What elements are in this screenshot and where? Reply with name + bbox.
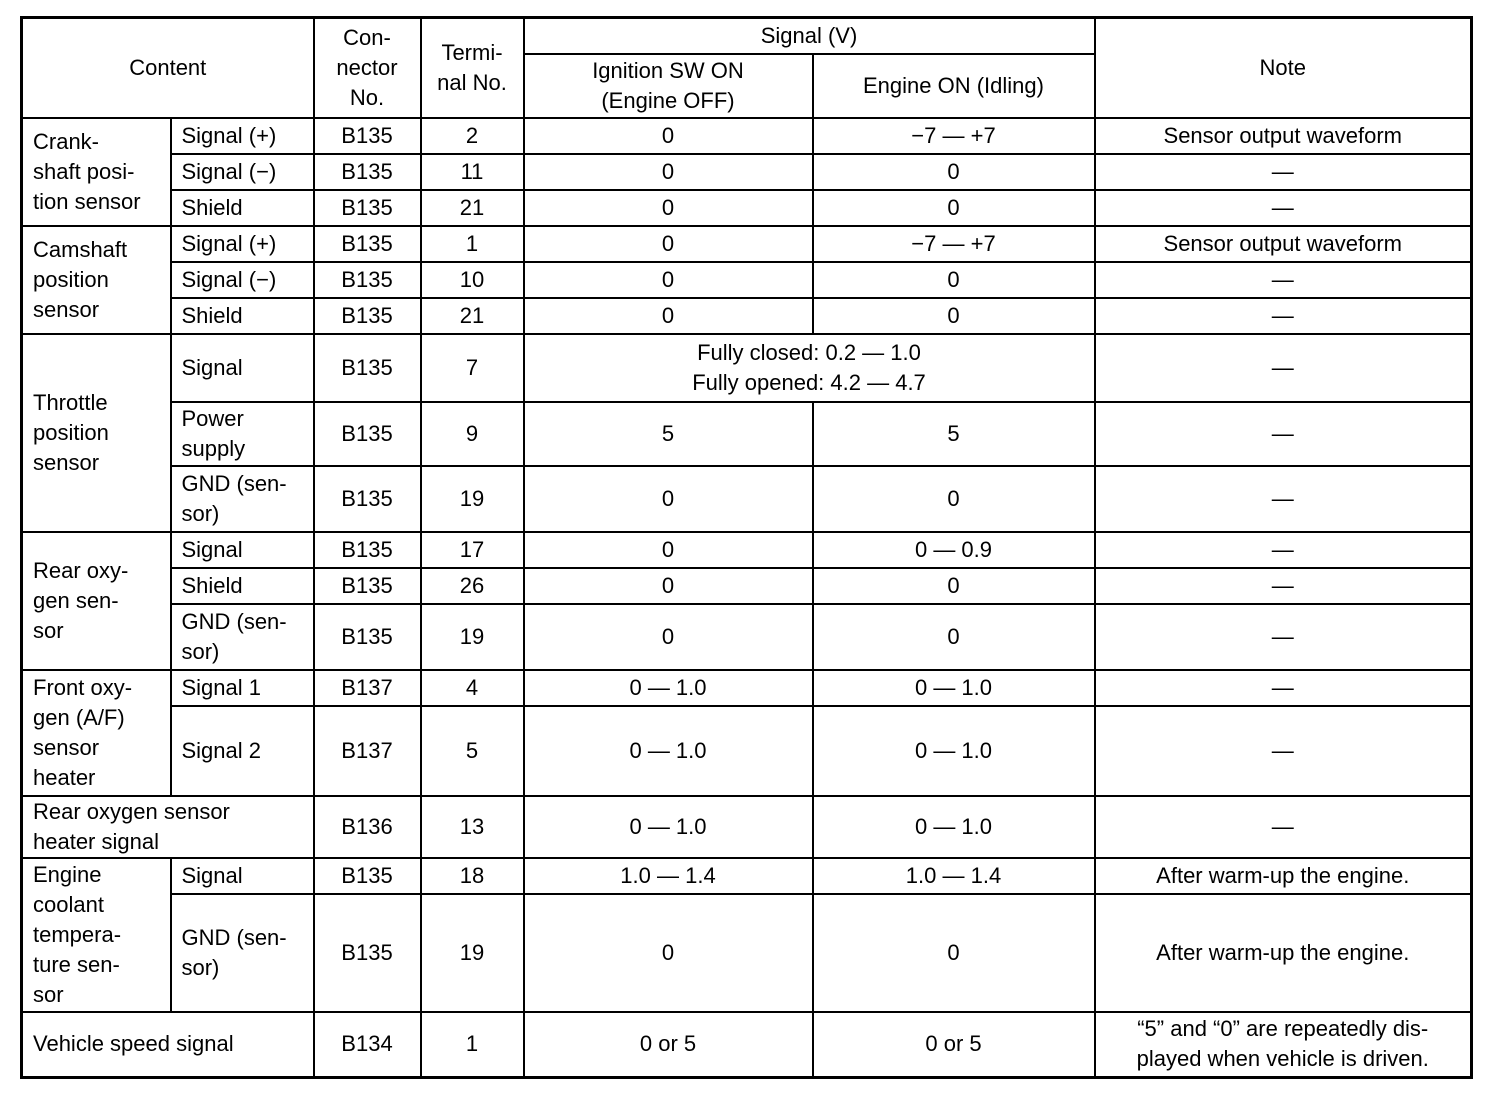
row-note: — [1095,298,1472,334]
row-ignition-value: 0 [524,190,813,226]
row-connector: B135 [314,604,421,670]
row-terminal: 17 [421,532,524,568]
table-row [22,796,1472,858]
row-sub-label: GND (sen- sor) [171,894,314,1012]
row-connector: B137 [314,706,421,796]
header-signal-group: Signal (V) [524,18,1095,54]
row-connector: B134 [314,1012,421,1078]
row-note: — [1095,706,1472,796]
row-connector: B135 [314,466,421,532]
table-row [22,154,1472,190]
row-terminal: 19 [421,604,524,670]
row-note: — [1095,568,1472,604]
table-row [22,334,1472,402]
group-front-oxygen-heater: Front oxy- gen (A/F) sensor heater [22,670,171,796]
row-terminal: 5 [421,706,524,796]
row-engine-value: 0 [813,298,1095,334]
row-engine-value: 0 [813,190,1095,226]
row-terminal: 21 [421,298,524,334]
row-connector: B135 [314,226,421,262]
row-sub-label: Signal [171,858,314,894]
row-connector: B135 [314,298,421,334]
row-engine-value: 0 — 0.9 [813,532,1095,568]
row-terminal: 1 [421,226,524,262]
table-row [22,894,1472,1012]
table-row [22,402,1472,466]
row-note: — [1095,154,1472,190]
row-terminal: 18 [421,858,524,894]
row-connector: B135 [314,568,421,604]
group-crankshaft-sensor: Crank- shaft posi- tion sensor [22,118,171,226]
row-engine-value: 0 — 1.0 [813,670,1095,706]
row-connector: B135 [314,334,421,402]
row-note: — [1095,796,1472,858]
row-ignition-value: 0 [524,466,813,532]
row-terminal: 26 [421,568,524,604]
row-ignition-value: 0 [524,118,813,154]
table-row [22,466,1472,532]
row-terminal: 1 [421,1012,524,1078]
row-engine-value: 0 [813,262,1095,298]
table-row [22,670,1472,706]
row-engine-value: −7 — +7 [813,118,1095,154]
row-note: — [1095,466,1472,532]
row-sub-label: Signal (−) [171,154,314,190]
row-note: — [1095,670,1472,706]
table-row [22,298,1472,334]
row-ignition-value: 0 — 1.0 [524,670,813,706]
table-row [22,190,1472,226]
row-connector: B135 [314,118,421,154]
row-ignition-value: 0 [524,604,813,670]
row-note: “5” and “0” are repeatedly dis- played when vehicle is driven. [1095,1012,1472,1078]
row-connector: B135 [314,262,421,298]
row-ignition-value: 1.0 — 1.4 [524,858,813,894]
table-row [22,532,1472,568]
group-camshaft-sensor: Camshaft position sensor [22,226,171,334]
row-sub-label: Shield [171,298,314,334]
table-row [22,858,1472,894]
group-engine-coolant-sensor: Engine coolant tempera- ture sen- sor [22,858,171,1012]
row-note: After warm-up the engine. [1095,858,1472,894]
row-note: After warm-up the engine. [1095,894,1472,1012]
row-ignition-value: 0 [524,154,813,190]
row-sub-label: GND (sen- sor) [171,604,314,670]
row-terminal: 2 [421,118,524,154]
table-row [22,226,1472,262]
row-sub-label: Signal (−) [171,262,314,298]
row-ignition-value: 5 [524,402,813,466]
table-row [22,568,1472,604]
row-sub-label: Shield [171,190,314,226]
header-content: Content [22,18,314,118]
row-connector: B135 [314,858,421,894]
group-rear-oxygen-sensor: Rear oxy- gen sen- sor [22,532,171,670]
header-terminal: Termi- nal No. [421,18,524,118]
row-terminal: 13 [421,796,524,858]
row-ignition-value: 0 — 1.0 [524,796,813,858]
row-engine-value: −7 — +7 [813,226,1095,262]
row-note: — [1095,262,1472,298]
group-throttle-sensor: Throttle position sensor [22,334,171,532]
row-terminal: 7 [421,334,524,402]
row-connector: B135 [314,532,421,568]
row-note: — [1095,334,1472,402]
header-engine-on: Engine ON (Idling) [813,54,1095,118]
table-row [22,604,1472,670]
row-sub-label: Signal 1 [171,670,314,706]
row-terminal: 19 [421,894,524,1012]
row-engine-value: 1.0 — 1.4 [813,858,1095,894]
row-terminal: 4 [421,670,524,706]
row-engine-value: 0 [813,604,1095,670]
row-connector: B137 [314,670,421,706]
row-note: — [1095,604,1472,670]
table-row [22,118,1472,154]
row-terminal: 9 [421,402,524,466]
row-terminal: 21 [421,190,524,226]
row-connector: B135 [314,154,421,190]
row-note: Sensor output waveform [1095,118,1472,154]
row-ignition-value: 0 [524,262,813,298]
row-ignition-value: 0 [524,532,813,568]
row-engine-value: 0 [813,568,1095,604]
row-engine-value: 0 — 1.0 [813,796,1095,858]
row-engine-value: 5 [813,402,1095,466]
row-note: — [1095,190,1472,226]
row-ignition-value: 0 [524,298,813,334]
signal-spec-table [20,16,1473,1079]
row-connector: B135 [314,402,421,466]
row-note: — [1095,402,1472,466]
row-connector: B135 [314,190,421,226]
row-sub-label: Power supply [171,402,314,466]
row-terminal: 19 [421,466,524,532]
row-ignition-value: 0 or 5 [524,1012,813,1078]
row-engine-value: 0 [813,466,1095,532]
table-row [22,706,1472,796]
row-sub-label: Signal (+) [171,118,314,154]
group-vehicle-speed-signal: Vehicle speed signal [22,1012,314,1078]
group-rear-oxygen-heater-signal: Rear oxygen sensor heater signal [22,796,314,858]
row-sub-label: Signal (+) [171,226,314,262]
header-note: Note [1095,18,1472,118]
row-connector: B136 [314,796,421,858]
row-ignition-value: 0 [524,894,813,1012]
row-engine-value: 0 or 5 [813,1012,1095,1078]
table-row [22,1012,1472,1078]
row-engine-value: 0 [813,894,1095,1012]
row-sub-label: Signal [171,532,314,568]
row-ignition-value: 0 — 1.0 [524,706,813,796]
header-connector: Con- nector No. [314,18,421,118]
row-terminal: 11 [421,154,524,190]
table-row [22,262,1472,298]
row-sub-label: Signal 2 [171,706,314,796]
row-note: — [1095,532,1472,568]
header-row-1 [22,18,1472,54]
row-ignition-value: 0 [524,568,813,604]
row-sub-label: GND (sen- sor) [171,466,314,532]
header-ignition-on: Ignition SW ON (Engine OFF) [524,54,813,118]
row-sub-label: Shield [171,568,314,604]
row-engine-value: 0 — 1.0 [813,706,1095,796]
row-terminal: 10 [421,262,524,298]
row-engine-value: 0 [813,154,1095,190]
row-ignition-value: 0 [524,226,813,262]
row-connector: B135 [314,894,421,1012]
row-note: Sensor output waveform [1095,226,1472,262]
row-sub-label: Signal [171,334,314,402]
row-combined-signal-value: Fully closed: 0.2 — 1.0 Fully opened: 4.2 — 4.7 [524,334,1095,402]
